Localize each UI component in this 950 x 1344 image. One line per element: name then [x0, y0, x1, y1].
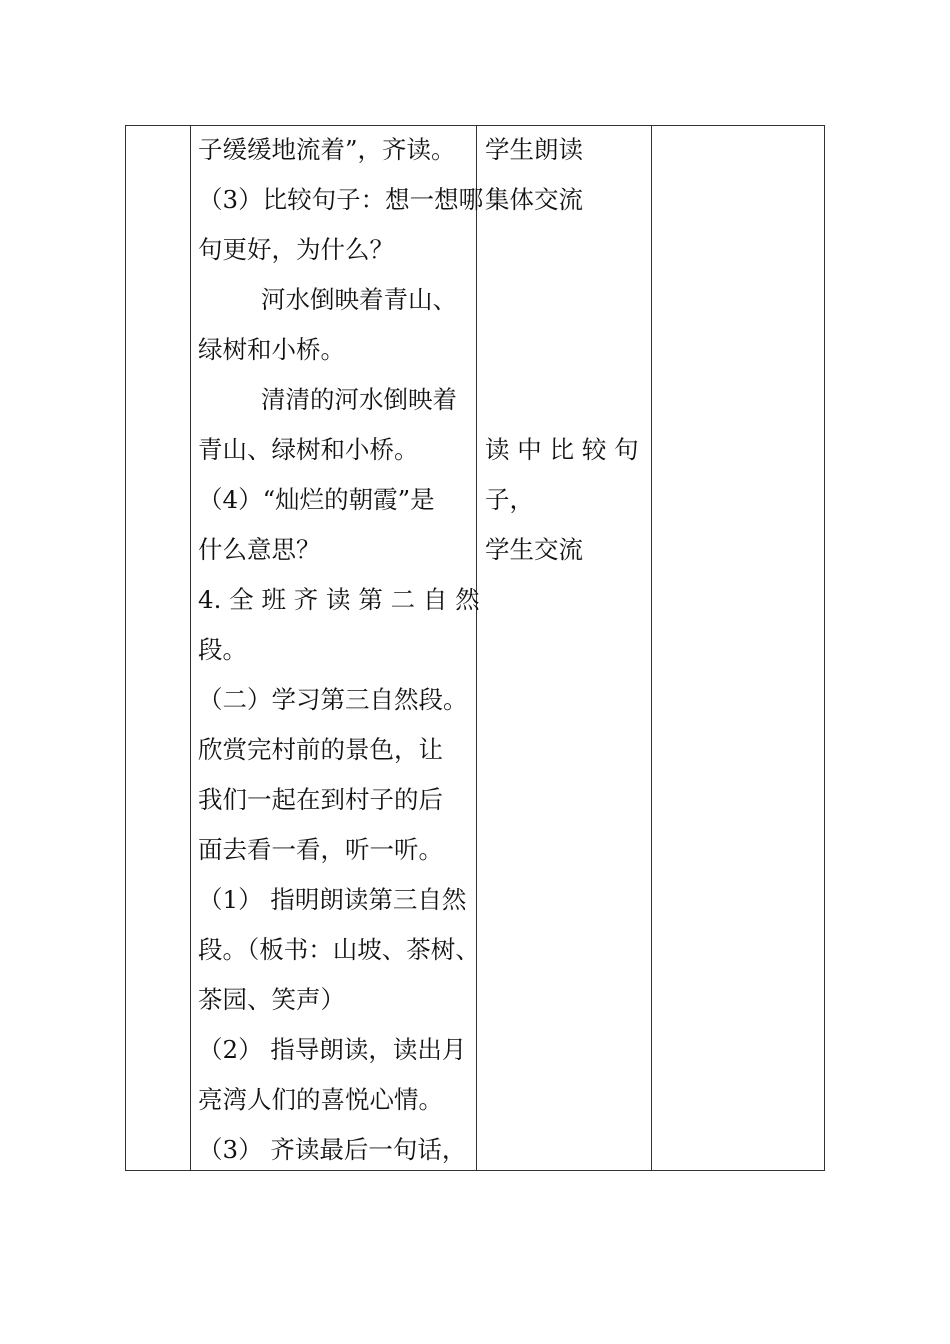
text-line: 子，: [485, 485, 534, 514]
text-line: 绿树和小桥。: [198, 335, 345, 364]
text-line: 茶园、笑声）: [198, 985, 345, 1014]
text-line: （4）“灿烂的朝霞”是: [198, 485, 435, 514]
text-line: 亮湾人们的喜悦心情。: [198, 1085, 443, 1114]
text-line: （2） 指导朗读，读出月: [198, 1035, 467, 1064]
column-divider-2: [476, 126, 477, 1170]
text-line: 我们一起在到村子的后: [198, 785, 443, 814]
text-line: （3） 齐读最后一句话，: [198, 1135, 467, 1164]
text-line: 句更好，为什么？: [198, 235, 394, 264]
text-line: 读 中 比 较 句: [485, 435, 639, 464]
text-line: 段。: [198, 635, 247, 664]
text-line: 子缓缓地流着”，齐读。: [198, 135, 456, 164]
text-line: 青山、绿树和小桥。: [198, 435, 419, 464]
text-line: （1） 指明朗读第三自然: [198, 885, 467, 914]
text-line: 学生朗读: [485, 135, 583, 164]
text-line: （3）比较句子：想一想哪: [198, 185, 484, 214]
teaching-process-cell: [198, 0, 484, 1344]
text-line: 4. 全 班 齐 读 第 二 自 然: [198, 585, 480, 614]
text-line: 段。（板书：山坡、茶树、: [198, 935, 480, 964]
column-divider-1: [190, 126, 191, 1170]
text-line: 面去看一看，听一听。: [198, 835, 443, 864]
student-activity-cell: [485, 0, 645, 1344]
text-line: 河水倒映着青山、: [261, 285, 457, 314]
text-line: 什么意思？: [198, 535, 321, 564]
text-line: （二）学习第三自然段。: [198, 685, 468, 714]
text-line: 清清的河水倒映着: [261, 385, 457, 414]
text-line: 集体交流: [485, 185, 583, 214]
column-divider-3: [651, 126, 652, 1170]
text-line: 学生交流: [485, 535, 583, 564]
text-line: 欣赏完村前的景色，让: [198, 735, 443, 764]
